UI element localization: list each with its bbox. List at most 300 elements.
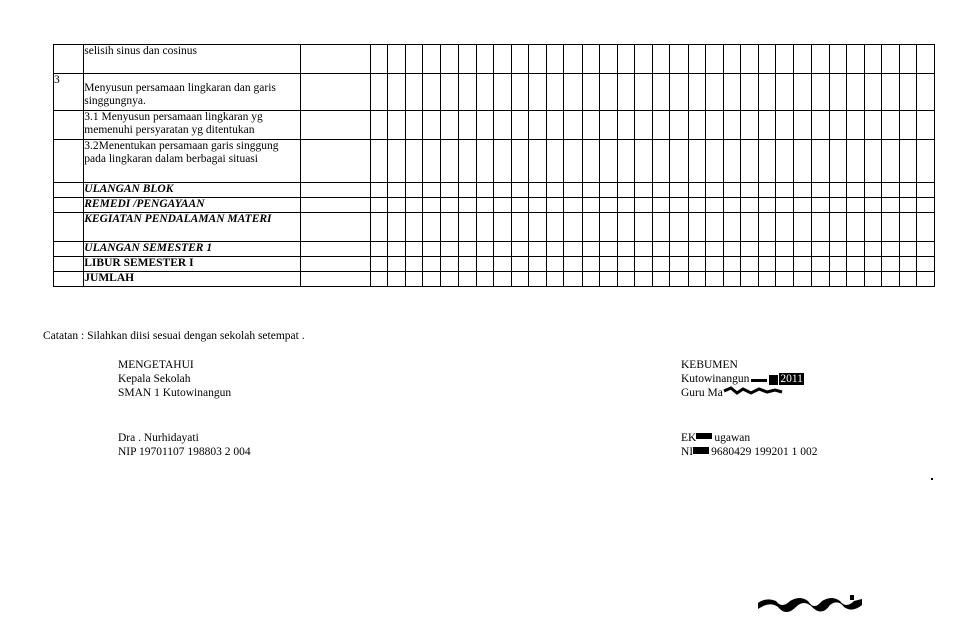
schedule-cell (882, 183, 900, 198)
schedule-cell (846, 242, 864, 257)
schedule-cell (670, 257, 688, 272)
schedule-cell (582, 198, 599, 213)
schedule-cell (441, 183, 458, 198)
schedule-cell (512, 213, 529, 242)
schedule-cell (599, 74, 617, 111)
schedule-cell (900, 213, 917, 242)
schedule-cell (653, 242, 670, 257)
schedule-cell (705, 140, 723, 183)
schedule-cell (617, 111, 634, 140)
schedule-cell (493, 45, 511, 74)
schedule-cell (476, 45, 493, 74)
schedule-cell (617, 198, 634, 213)
schedule-cell (617, 272, 634, 287)
schedule-cell (865, 111, 882, 140)
schedule-cell (865, 257, 882, 272)
schedule-cell (529, 198, 547, 213)
row-number (54, 213, 84, 242)
schedule-cell (493, 257, 511, 272)
schedule-cell (688, 74, 705, 111)
schedule-cell (829, 74, 846, 111)
schedule-cell (441, 257, 458, 272)
school-name: SMAN 1 Kutowinangun (118, 387, 232, 399)
schedule-cell (582, 111, 599, 140)
row-number (54, 140, 84, 183)
schedule-cell (829, 111, 846, 140)
schedule-cell (564, 111, 582, 140)
schedule-cell (759, 242, 776, 257)
schedule-cell (582, 74, 599, 111)
schedule-cell (547, 272, 564, 287)
schedule-cell (564, 272, 582, 287)
schedule-cell (917, 242, 935, 257)
schedule-cell (794, 74, 811, 111)
schedule-cell (846, 198, 864, 213)
schedule-cell (900, 140, 917, 183)
schedule-cell (547, 183, 564, 198)
schedule-cell (617, 242, 634, 257)
schedule-cell (900, 272, 917, 287)
schedule-cell (493, 242, 511, 257)
schedule-cell (865, 74, 882, 111)
schedule-cell (423, 257, 441, 272)
schedule-cell (370, 74, 387, 111)
schedule-cell (811, 183, 829, 198)
schedule-cell (529, 111, 547, 140)
schedule-cell (776, 45, 794, 74)
schedule-cell (301, 198, 371, 213)
schedule-cell (794, 140, 811, 183)
schedule-cell (865, 213, 882, 242)
schedule-cell (617, 257, 634, 272)
schedule-cell (917, 183, 935, 198)
schedule-cell (582, 242, 599, 257)
schedule-cell (740, 111, 758, 140)
schedule-cell (635, 213, 653, 242)
row-description: REMEDI /PENGAYAAN (84, 198, 301, 213)
schedule-cell (705, 213, 723, 242)
schedule-cell (688, 242, 705, 257)
schedule-cell (705, 45, 723, 74)
schedule-cell (423, 272, 441, 287)
schedule-cell (370, 140, 387, 183)
schedule-cell (635, 272, 653, 287)
table-row (54, 140, 935, 183)
schedule-cell (599, 257, 617, 272)
schedule-cell (670, 198, 688, 213)
schedule-cell (688, 140, 705, 183)
schedule-cell (476, 183, 493, 198)
schedule-cell (794, 183, 811, 198)
schedule-cell (900, 111, 917, 140)
schedule-cell (547, 74, 564, 111)
schedule-cell (406, 140, 423, 183)
schedule-cell (547, 242, 564, 257)
row-number (54, 257, 84, 272)
schedule-cell (388, 74, 406, 111)
schedule-cell (441, 74, 458, 111)
schedule-cell (794, 257, 811, 272)
row-description: KEGIATAN PENDALAMAN MATERI (84, 213, 301, 242)
schedule-cell (582, 213, 599, 242)
schedule-cell (723, 140, 740, 183)
row-description: Menyusun persamaan lingkaran dan garis singgungnya. (84, 74, 301, 111)
schedule-cell (705, 242, 723, 257)
schedule-cell (512, 74, 529, 111)
schedule-cell (476, 257, 493, 272)
schedule-cell (653, 213, 670, 242)
schedule-cell (705, 183, 723, 198)
schedule-cell (564, 140, 582, 183)
schedule-cell (582, 183, 599, 198)
schedule-cell (423, 198, 441, 213)
schedule-cell (688, 272, 705, 287)
schedule-cell (564, 183, 582, 198)
schedule-cell (301, 183, 371, 198)
row-number (54, 183, 84, 198)
schedule-cell (617, 74, 634, 111)
schedule-cell (653, 74, 670, 111)
schedule-cell (406, 74, 423, 111)
schedule-cell (917, 140, 935, 183)
schedule-cell (794, 111, 811, 140)
schedule-cell (829, 140, 846, 183)
schedule-cell (811, 213, 829, 242)
schedule-cell (688, 183, 705, 198)
schedule-cell (653, 257, 670, 272)
schedule-cell (740, 183, 758, 198)
principal-nip: NIP 19701107 198803 2 004 (118, 446, 251, 458)
schedule-cell (759, 257, 776, 272)
schedule-cell (776, 242, 794, 257)
schedule-cell (301, 257, 371, 272)
schedule-cell (617, 213, 634, 242)
schedule-cell (776, 74, 794, 111)
schedule-cell (740, 257, 758, 272)
schedule-cell (705, 198, 723, 213)
schedule-cell (476, 213, 493, 242)
schedule-cell (441, 140, 458, 183)
principal-name: Dra . Nurhidayati (118, 432, 199, 444)
schedule-cell (759, 74, 776, 111)
table-body (54, 45, 935, 287)
acknowledged-label: MENGETAHUI (118, 359, 194, 371)
schedule-cell (458, 257, 476, 272)
schedule-cell (388, 45, 406, 74)
schedule-cell (529, 45, 547, 74)
schedule-cell (811, 272, 829, 287)
schedule-cell (829, 183, 846, 198)
schedule-cell (599, 140, 617, 183)
schedule-cell (476, 140, 493, 183)
principal-title: Kepala Sekolah (118, 373, 191, 385)
schedule-cell (458, 140, 476, 183)
schedule-cell (670, 183, 688, 198)
schedule-cell (441, 213, 458, 242)
schedule-cell (900, 257, 917, 272)
schedule-cell (917, 272, 935, 287)
schedule-cell (458, 242, 476, 257)
schedule-cell (458, 272, 476, 287)
schedule-cell (388, 198, 406, 213)
schedule-cell (301, 272, 371, 287)
schedule-cell (723, 242, 740, 257)
schedule-cell (512, 140, 529, 183)
schedule-cell (917, 198, 935, 213)
teacher-nip: NI 9680429 199201 1 002 (681, 446, 818, 458)
schedule-cell (512, 111, 529, 140)
schedule-cell (776, 111, 794, 140)
schedule-cell (388, 111, 406, 140)
row-number (54, 198, 84, 213)
schedule-cell (476, 272, 493, 287)
schedule-cell (635, 257, 653, 272)
schedule-cell (653, 45, 670, 74)
schedule-cell (406, 45, 423, 74)
table-row (54, 198, 935, 213)
schedule-cell (740, 213, 758, 242)
schedule-cell (794, 242, 811, 257)
schedule-cell (512, 45, 529, 74)
schedule-cell (917, 111, 935, 140)
schedule-cell (653, 183, 670, 198)
schedule-cell (564, 198, 582, 213)
schedule-cell (582, 257, 599, 272)
schedule-cell (512, 257, 529, 272)
schedule-cell (759, 213, 776, 242)
schedule-cell (670, 272, 688, 287)
schedule-cell (370, 213, 387, 242)
schedule-cell (776, 140, 794, 183)
schedule-cell (740, 242, 758, 257)
schedule-cell (882, 198, 900, 213)
schedule-cell (370, 111, 387, 140)
schedule-cell (388, 257, 406, 272)
table-row (54, 111, 935, 140)
schedule-cell (670, 111, 688, 140)
schedule-cell (688, 45, 705, 74)
schedule-cell (547, 45, 564, 74)
schedule-cell (493, 213, 511, 242)
schedule-cell (846, 272, 864, 287)
schedule-cell (476, 74, 493, 111)
schedule-cell (301, 140, 371, 183)
schedule-cell (811, 74, 829, 111)
schedule-cell (406, 183, 423, 198)
schedule-cell (564, 74, 582, 111)
schedule-cell (512, 242, 529, 257)
schedule-cell (617, 140, 634, 183)
schedule-cell (529, 213, 547, 242)
schedule-cell (705, 257, 723, 272)
schedule-cell (917, 45, 935, 74)
schedule-cell (865, 140, 882, 183)
schedule-cell (301, 242, 371, 257)
schedule-cell (740, 198, 758, 213)
schedule-cell (653, 272, 670, 287)
schedule-cell (811, 140, 829, 183)
row-number (54, 242, 84, 257)
schedule-cell (829, 242, 846, 257)
schedule-cell (493, 198, 511, 213)
schedule-cell (653, 111, 670, 140)
schedule-cell (476, 242, 493, 257)
schedule-cell (512, 272, 529, 287)
schedule-cell (865, 198, 882, 213)
schedule-cell (388, 242, 406, 257)
schedule-cell (900, 242, 917, 257)
schedule-cell (811, 198, 829, 213)
schedule-cell (740, 272, 758, 287)
schedule-cell (388, 213, 406, 242)
schedule-cell (688, 198, 705, 213)
row-description: JUMLAH (84, 272, 301, 287)
schedule-cell (882, 45, 900, 74)
schedule-cell (882, 272, 900, 287)
schedule-cell (811, 242, 829, 257)
note-text: Catatan : Silahkan diisi sesuai dengan sekolah setempat . (43, 330, 305, 342)
schedule-cell (688, 257, 705, 272)
schedule-cell (794, 272, 811, 287)
schedule-cell (406, 272, 423, 287)
schedule-cell (705, 74, 723, 111)
schedule-cell (829, 198, 846, 213)
schedule-cell (846, 74, 864, 111)
schedule-cell (776, 272, 794, 287)
schedule-cell (723, 198, 740, 213)
schedule-cell (599, 111, 617, 140)
schedule-cell (599, 272, 617, 287)
schedule-cell (900, 74, 917, 111)
schedule-cell (493, 272, 511, 287)
row-description: 3.2Menentukan persamaan garis singgung pada lingkaran dalam berbagai situasi (84, 140, 301, 183)
schedule-cell (740, 45, 758, 74)
schedule-cell (301, 45, 371, 74)
schedule-cell (512, 198, 529, 213)
schedule-cell (635, 74, 653, 111)
schedule-cell (670, 74, 688, 111)
schedule-cell (900, 183, 917, 198)
schedule-cell (599, 45, 617, 74)
schedule-cell (865, 242, 882, 257)
schedule-cell (829, 272, 846, 287)
city-label: KEBUMEN (681, 359, 738, 371)
schedule-cell (582, 140, 599, 183)
smudge-icon (723, 386, 783, 396)
schedule-cell (776, 198, 794, 213)
schedule-table (53, 44, 935, 287)
schedule-cell (441, 198, 458, 213)
schedule-cell (846, 45, 864, 74)
schedule-cell (529, 74, 547, 111)
smudge-icon (696, 431, 714, 441)
schedule-cell (917, 74, 935, 111)
schedule-cell (723, 213, 740, 242)
schedule-cell (582, 272, 599, 287)
scan-ink-artifact (756, 593, 866, 619)
row-number: 3 (54, 74, 84, 111)
schedule-cell (547, 140, 564, 183)
schedule-cell (406, 213, 423, 242)
schedule-cell (599, 198, 617, 213)
schedule-cell (882, 140, 900, 183)
schedule-cell (617, 183, 634, 198)
schedule-cell (882, 257, 900, 272)
schedule-cell (723, 74, 740, 111)
schedule-cell (458, 213, 476, 242)
schedule-cell (723, 183, 740, 198)
schedule-cell (635, 140, 653, 183)
schedule-cell (794, 198, 811, 213)
schedule-cell (723, 111, 740, 140)
schedule-cell (388, 140, 406, 183)
schedule-cell (653, 198, 670, 213)
schedule-cell (547, 198, 564, 213)
schedule-cell (723, 272, 740, 287)
schedule-cell (547, 111, 564, 140)
schedule-cell (759, 140, 776, 183)
schedule-cell (301, 111, 371, 140)
schedule-cell (865, 272, 882, 287)
schedule-cell (476, 198, 493, 213)
schedule-cell (423, 45, 441, 74)
schedule-cell (599, 213, 617, 242)
schedule-cell (529, 140, 547, 183)
schedule-cell (301, 74, 371, 111)
schedule-cell (794, 213, 811, 242)
schedule-cell (370, 242, 387, 257)
schedule-cell (846, 111, 864, 140)
row-description: LIBUR SEMESTER I (84, 257, 301, 272)
schedule-cell (635, 45, 653, 74)
schedule-cell (882, 213, 900, 242)
schedule-cell (599, 183, 617, 198)
left-signature-block (118, 358, 251, 459)
schedule-cell (846, 213, 864, 242)
right-signature-block (681, 358, 818, 459)
schedule-cell (617, 45, 634, 74)
schedule-cell (723, 257, 740, 272)
schedule-cell (423, 111, 441, 140)
schedule-cell (441, 111, 458, 140)
schedule-cell (900, 45, 917, 74)
table-row (54, 74, 935, 111)
schedule-cell (370, 45, 387, 74)
schedule-cell (776, 183, 794, 198)
row-description: ULANGAN BLOK (84, 183, 301, 198)
schedule-cell (846, 140, 864, 183)
schedule-cell (406, 198, 423, 213)
schedule-cell (776, 213, 794, 242)
schedule-cell (740, 74, 758, 111)
schedule-cell (846, 257, 864, 272)
schedule-cell (829, 257, 846, 272)
schedule-cell (547, 213, 564, 242)
row-number (54, 45, 84, 74)
table-row (54, 257, 935, 272)
schedule-cell (388, 183, 406, 198)
schedule-cell (529, 272, 547, 287)
place-date: Kutowinangun 2011 (681, 373, 803, 385)
schedule-cell (670, 242, 688, 257)
schedule-cell (635, 111, 653, 140)
schedule-cell (406, 257, 423, 272)
schedule-cell (370, 272, 387, 287)
schedule-cell (564, 45, 582, 74)
schedule-cell (458, 111, 476, 140)
schedule-cell (688, 111, 705, 140)
schedule-cell (388, 272, 406, 287)
